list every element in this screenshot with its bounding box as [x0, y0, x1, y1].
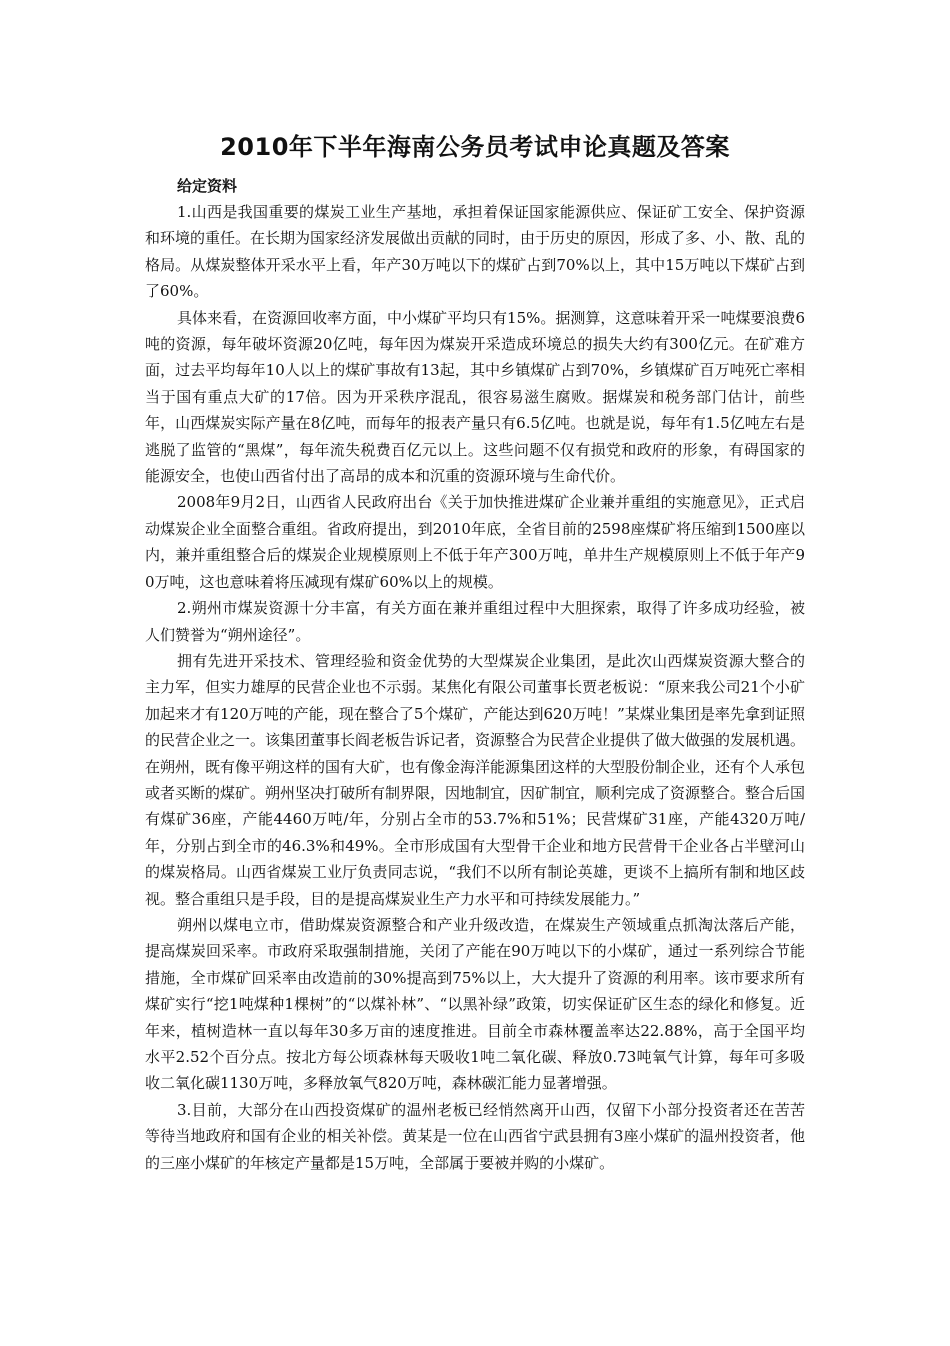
paragraph-2: 具体来看，在资源回收率方面，中小煤矿平均只有15%。据测算，这意味着开采一吨煤要浪费6吨的资源，每年破坏资源20亿吨，每年因为煤炭开采造成环境总的损失大约有300亿元。在矿难方面，过去平均每年10人以上的煤矿事故有13起，其中乡镇煤矿占到70%，乡镇煤矿百万吨死亡率相当于国有重点大矿的17倍。因为开采秩序混乱，很容易滋生腐败。据煤炭和税务部门估计，前些年，山西煤炭实际产量在8亿吨，而每年的报表产量只有6.5亿吨。也就是说，每年有1.5亿吨左右是逃脱了监管的“黑煤”，每年流失税费百亿元以上。这些问题不仅有损党和政府的形象，有碍国家的能源安全，也使山西省付出了高昂的成本和沉重的资源环境与生命代价。 [145, 308, 805, 486]
paragraph-3: 2008年9月2日，山西省人民政府出台《关于加快推进煤矿企业兼并重组的实施意见》，正式启动煤炭企业全面整合重组。省政府提出，到2010年底，全省目前的2598座煤矿将压缩到1500座以内，兼并重组整合后的煤炭企业规模原则上不低于年产300万吨，单井生产规模原则上不低于年产90万吨，这也意味着将压减现有煤矿60%以上的规模。 [145, 493, 805, 591]
document-title: 2010年下半年海南公务员考试申论真题及答案 [220, 133, 730, 161]
paragraph-5: 拥有先进开采技术、管理经验和资金优势的大型煤炭企业集团，是此次山西煤炭资源大整合的主力军，但实力雄厚的民营企业也不示弱。某焦化有限公司董事长贾老板说：“原来我公司21个小矿加起来才有120万吨的产能，现在整合了5个煤矿，产能达到620万吨！”某煤业集团是率先拿到证照的民营企业之一。该集团董事长阎老板告诉记者，资源整合为民营企业提供了做大做强的发展机遇。在朔州，既有像平朔这样的国有大矿，也有像金海洋能源集团这样的大型股份制企业，还有个人承包或者买断的煤矿。朔州坚决打破所有制界限，因地制宜，因矿制宜，顺利完成了资源整合。整合后国有煤矿36座，产能4460万吨/年，分别占全市的53.7%和51%；民营煤矿31座，产能4320万吨/年，分别占到全市的46.3%和49%。全市形成国有大型骨干企业和地方民营骨干企业各占半壁河山的煤炭格局。山西省煤炭工业厅负责同志说，“我们不以所有制论英雄，更谈不上搞所有制和地区歧视。整合重组只是手段，目的是提高煤炭业生产力水平和可持续发展能力。” [145, 651, 806, 908]
paragraph-1: 1.山西是我国重要的煤炭工业生产基地，承担着保证国家能源供应、保证矿工安全、保护资源和环境的重任。在长期为国家经济发展做出贡献的同时，由于历史的原因，形成了多、小、散、乱的格局。从煤炭整体开采水平上看，年产30万吨以下的煤矿占到70%以上，其中15万吨以下煤矿占到了60%。 [145, 203, 806, 301]
paragraph-6: 朔州以煤电立市，借助煤炭资源整合和产业升级改造，在煤炭生产领域重点抓淘汰落后产能，提高煤炭回采率。市政府采取强制措施，关闭了产能在90万吨以下的小煤矿，通过一系列综合节能措施，全市煤矿回采率由改造前的30%提高到75%以上，大大提升了资源的利用率。该市要求所有煤矿实行“挖1吨煤种1棵树”的“以煤补林”、“以黑补绿”政策，切实保证矿区生态的绿化和修复。近年来，植树造林一直以每年30多万亩的速度推进。目前全市森林覆盖率达22.88%，高于全国平均水平2.52个百分点。按北方每公顷森林每天吸收1吨二氧化碳、释放0.73吨氧气计算，每年可多吸收二氧化碳1130万吨，多释放氧气820万吨，森林碳汇能力显著增强。 [145, 915, 805, 1093]
paragraph-7: 3.目前，大部分在山西投资煤矿的温州老板已经悄然离开山西，仅留下小部分投资者还在苦苦等待当地政府和国有企业的相关补偿。黄某是一位在山西省宁武县拥有3座小煤矿的温州投资者，他的三座小煤矿的年核定产量都是15万吨，全部属于要被并购的小煤矿。 [145, 1100, 805, 1172]
document-body [145, 130, 805, 1176]
section-heading: 给定资料 [177, 177, 238, 195]
paragraph-4: 2.朔州市煤炭资源十分丰富，有关方面在兼并重组过程中大胆探索，取得了许多成功经验，被人们赞誉为“朔州途径”。 [145, 599, 805, 644]
